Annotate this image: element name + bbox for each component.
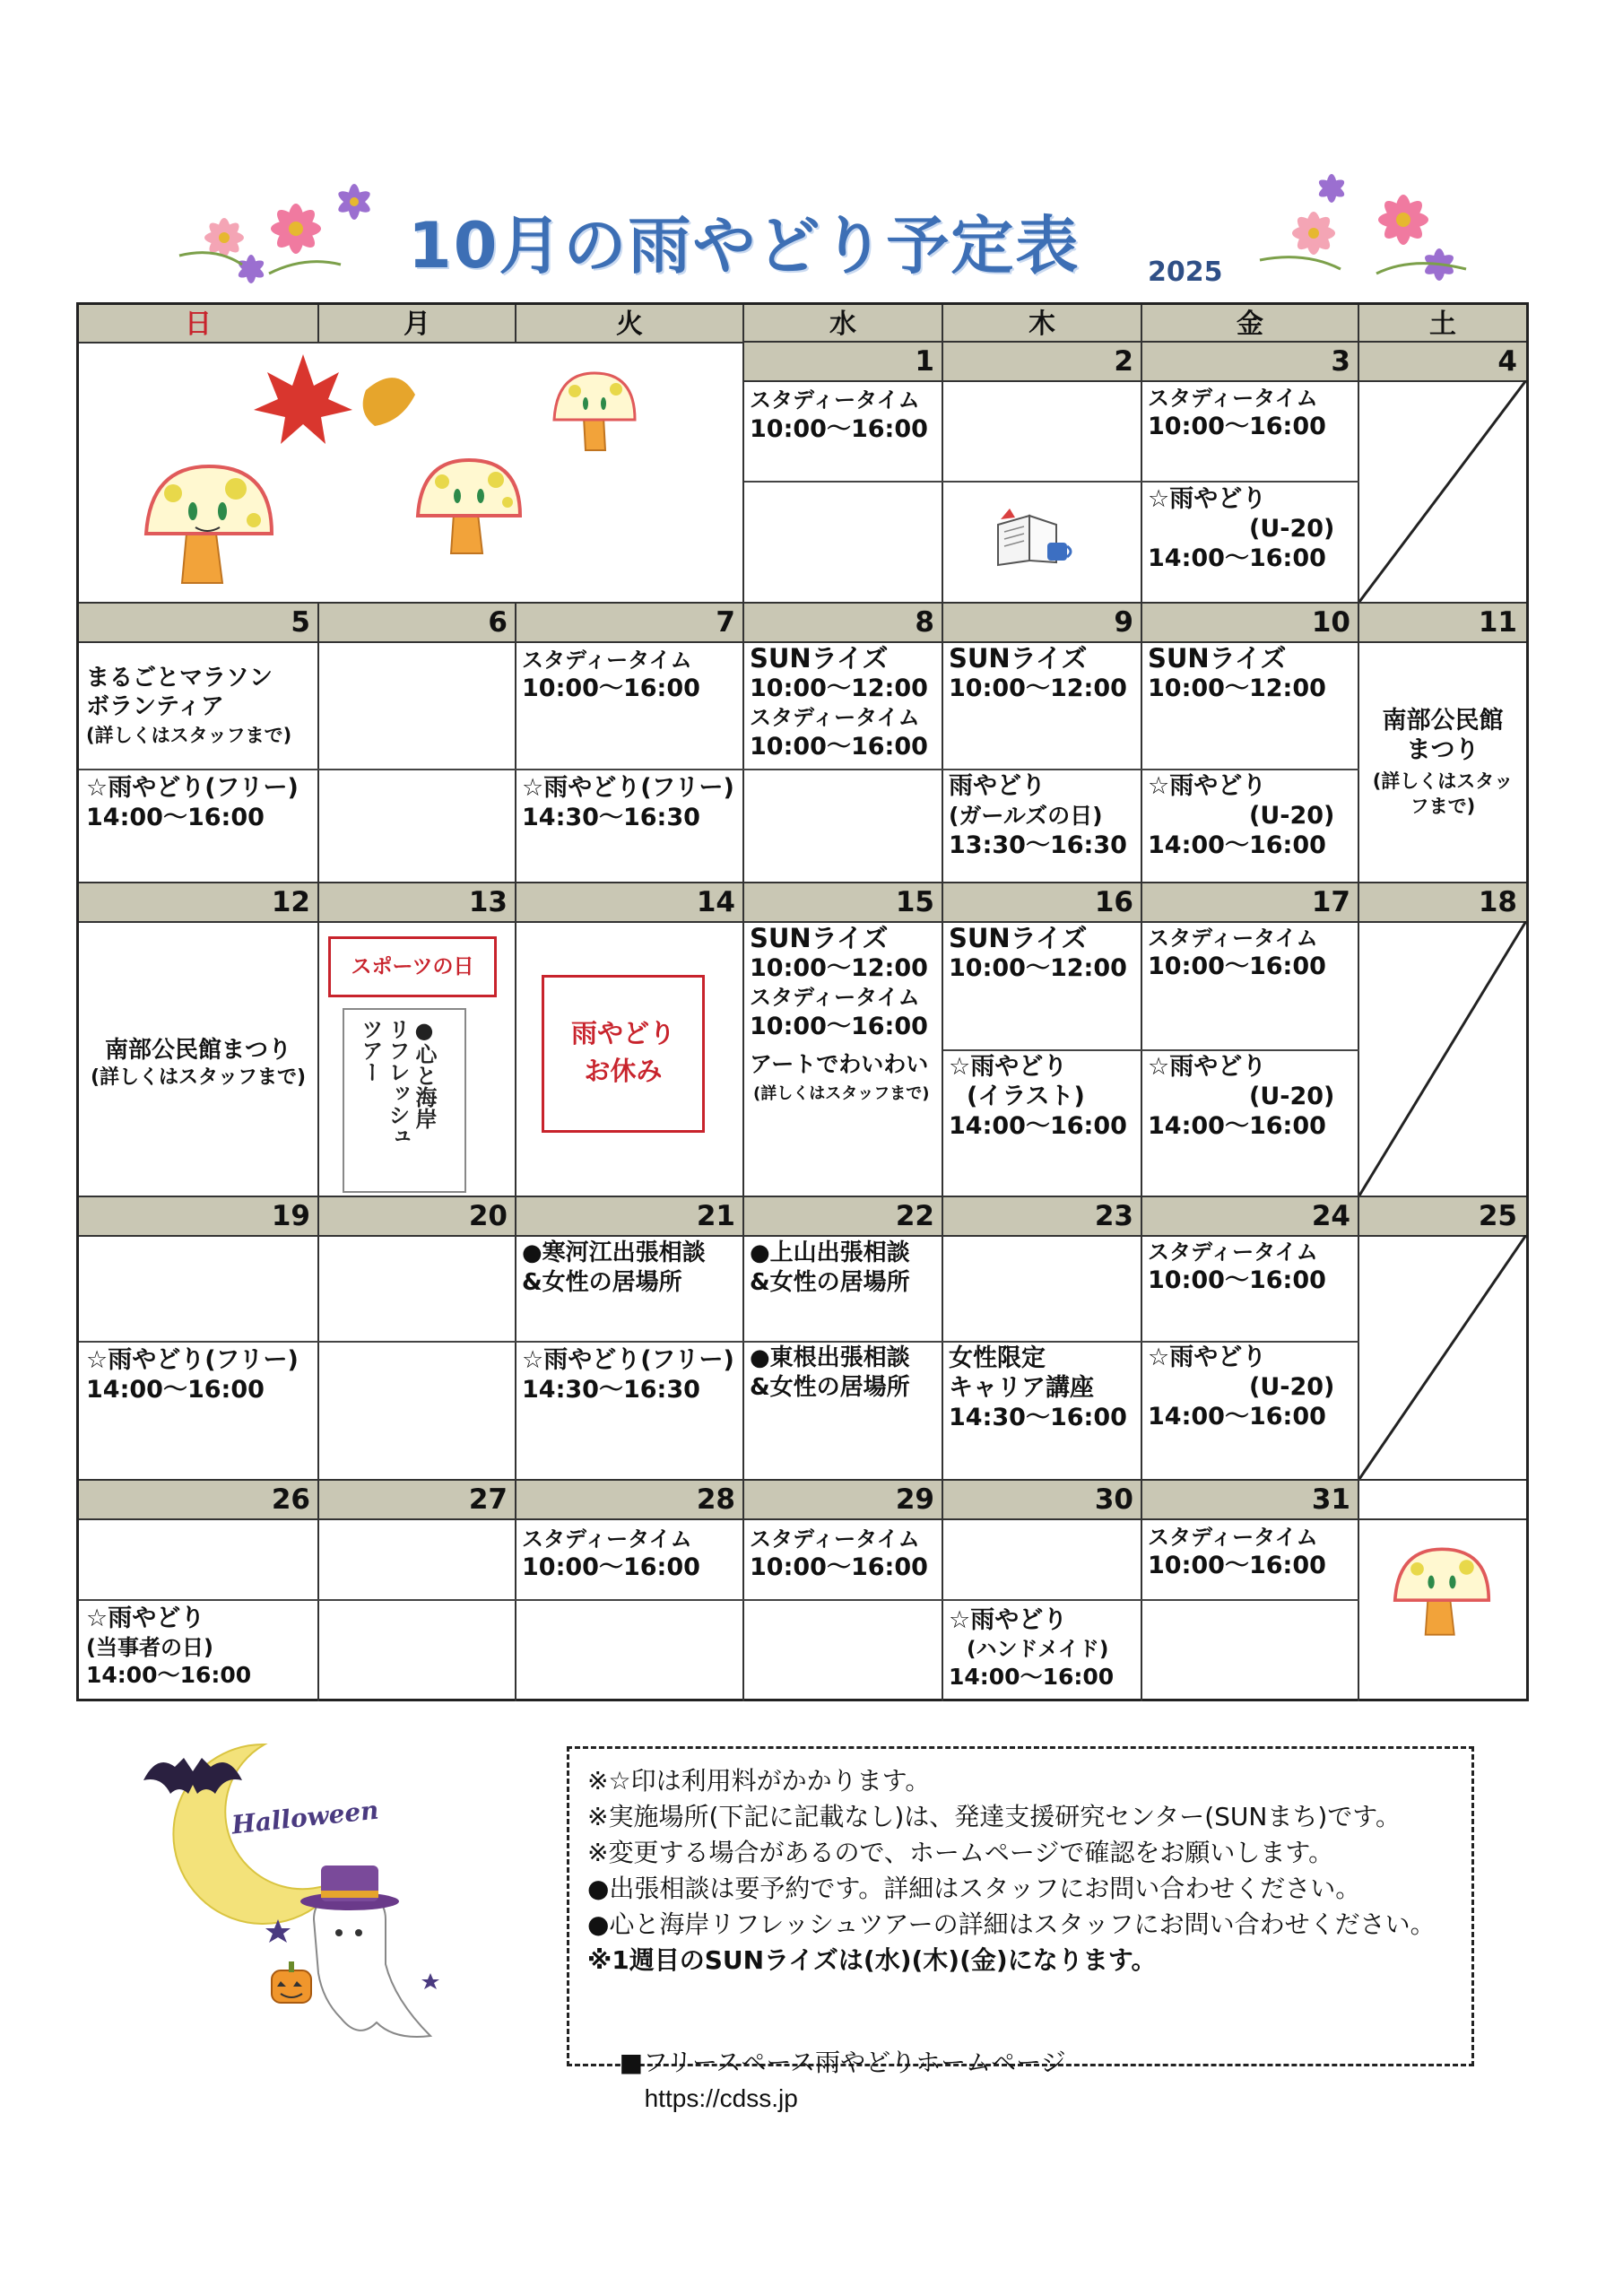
event-time: 10:00〜16:00 [750,415,928,443]
event-time: 14:00〜16:00 [1148,544,1326,572]
event-study-label: スタディータイム [522,648,692,673]
event-study-label: スタディータイム [1148,1239,1318,1265]
page-title: 10月の雨やどり予定表 [408,209,1081,283]
event-study-label: スタディータイム [750,705,920,730]
event-marathon: まるごとマラソン [86,665,273,691]
event-amayadori-free: ☆雨やどり(フリー) [86,1346,299,1374]
event-time: 10:00〜16:00 [1148,413,1326,440]
event-art: アートでわいわい [750,1051,929,1077]
mushroom-icon [1388,1543,1496,1641]
event-sunrise: SUNライズ [750,923,889,953]
event-time: 14:30〜16:30 [522,1376,700,1404]
event-sunrise: SUNライズ [949,923,1088,953]
day-number: 2 [1114,345,1133,378]
event-u20: (U-20) [1249,1373,1335,1401]
day-number: 1 [915,345,934,378]
day-number: 30 [1094,1483,1133,1516]
mushroom-icon [411,453,527,561]
event-kokoro-tour: ●心と海岸 リフレッシュ ツアー [358,1018,437,1147]
slot-divider [79,769,1359,770]
ginkgo-leaf-icon [363,378,415,426]
event-time: 10:00〜16:00 [522,674,700,702]
event-time: 14:30〜16:30 [522,804,700,831]
event-time: 10:00〜12:00 [750,954,928,982]
day-number: 15 [895,886,934,918]
day-number: 11 [1478,606,1517,639]
event-time: 10:00〜16:00 [750,733,928,761]
event-study-label: スタディータイム [1148,1525,1318,1550]
book-icon [994,507,1074,570]
homepage-line [587,2009,1454,2152]
day-number: 27 [468,1483,508,1516]
day-number: 12 [271,886,310,918]
event-time: 14:00〜16:00 [1148,831,1326,859]
event-time: 14:00〜16:00 [1148,1403,1326,1431]
slot-divider [744,481,1359,483]
event-time: 10:00〜16:00 [750,1013,928,1040]
event-time: 14:00〜16:00 [86,1662,252,1688]
weekday-sun: 日 [79,305,319,344]
day-number: 8 [915,606,934,639]
note-item: ※1週目のSUNライズは(水)(木)(金)になります。 [587,1945,1157,1975]
slot-divider [79,1599,1359,1601]
day-number: 4 [1497,345,1517,378]
event-girls-day: (ガールズの日) [949,803,1103,829]
day-number: 18 [1478,886,1517,918]
event-time: 14:00〜16:00 [949,1112,1127,1140]
event-sunrise: SUNライズ [750,643,889,674]
day-number: 7 [716,606,735,639]
weekday-mon: 月 [319,305,516,344]
calendar [76,302,1529,1701]
event-time: 10:00〜16:00 [522,1553,700,1581]
event-study-label: スタディータイム [750,985,920,1010]
event-amayadori-free: ☆雨やどり(フリー) [86,774,299,802]
slot-divider [943,1049,1359,1051]
event-amayadori-star: ☆雨やどり [949,1053,1068,1081]
day-number: 26 [271,1483,310,1516]
event-higashine: ●東根出張相談 [750,1344,910,1371]
mushroom-icon [550,368,639,457]
event-time: 10:00〜16:00 [1148,1552,1326,1579]
event-time: 10:00〜12:00 [1148,674,1326,702]
event-u20: (U-20) [1249,1083,1335,1110]
event-note: (詳しくはスタッフまで) [753,1084,930,1103]
day-number: 25 [1478,1200,1517,1232]
event-u20: (U-20) [1249,802,1335,830]
closed-slash-icon [1359,1235,1526,1479]
event-note: (詳しくはスタッフまで) [90,1066,307,1089]
day-number: 13 [468,886,508,918]
homepage-link[interactable]: https://cdss.jp [644,2084,798,2112]
col-line [515,602,516,1701]
weekday-fri: 金 [1142,305,1359,344]
col-line [515,305,516,341]
weekday-sat: 土 [1359,305,1526,344]
holiday-label: スポーツの日 [351,955,474,978]
event-note: (詳しくはスタッ [1372,770,1514,792]
col-line [317,602,319,1701]
day-number: 20 [468,1200,508,1232]
flower-icon [1242,170,1484,287]
event-women-place: &女性の居場所 [522,1269,682,1296]
event-time: 14:00〜16:00 [1148,1112,1326,1140]
closed-label: 雨やどり [570,1018,675,1048]
event-note: フまで) [1410,796,1476,817]
empty-sat-cell [1359,1481,1526,1518]
day-number: 19 [271,1200,310,1232]
note-item: ●出張相談は要予約です。詳細はスタッフにお問い合わせください。 [587,1874,1361,1903]
event-study-label: スタディータイム [750,1526,920,1552]
weekday-wed: 水 [744,305,943,344]
event-amayadori-star: ☆雨やどり [1148,485,1267,513]
event-time: 10:00〜12:00 [949,674,1127,702]
day-number: 5 [291,606,310,639]
event-sagae: ●寒河江出張相談 [522,1239,706,1266]
day-number: 6 [488,606,508,639]
day-number: 10 [1311,606,1350,639]
closed-slash-icon [1359,921,1526,1196]
day-number: 21 [696,1200,735,1232]
event-nanbu: まつり [1406,736,1480,764]
day-number: 16 [1094,886,1133,918]
note-item: ※☆印は利用料がかかります。 [587,1766,931,1796]
weekday-tue: 火 [516,305,744,344]
event-marathon: ボランティア [86,693,224,720]
note-item: ※実施場所(下記に記載なし)は、発達支援研究センター(SUNまち)です。 [587,1802,1402,1831]
year-label: 2025 [1148,257,1223,288]
event-tojisha: (当事者の日) [86,1635,213,1660]
event-handmade: (ハンドメイド) [967,1638,1109,1661]
event-study-label: スタディータイム [522,1526,692,1552]
event-nanbu: 南部公民館 [1382,707,1504,735]
event-amayadori-star: ☆雨やどり [1148,1344,1267,1371]
notes-box [567,1746,1474,2112]
day-number: 31 [1311,1483,1350,1516]
day-number: 24 [1311,1200,1350,1232]
event-time: 13:30〜16:30 [949,831,1127,859]
closed-label: お休み [584,1056,663,1086]
event-amayadori-star: ☆雨やどり [1148,772,1267,800]
event-time: 14:30〜16:00 [949,1404,1127,1431]
closed-slash-icon [1359,380,1526,602]
event-time: 14:00〜16:00 [949,1664,1115,1690]
note-item: ●心と海岸リフレッシュツアーの詳細はスタッフにお問い合わせください。 [587,1909,1436,1939]
day-number: 22 [895,1200,934,1232]
event-amayadori-star: ☆雨やどり [1148,1053,1267,1081]
event-women-only: 女性限定 [949,1344,1046,1372]
event-time: 10:00〜12:00 [949,954,1127,982]
day-number: 23 [1094,1200,1133,1232]
mushroom-icon [137,457,281,592]
event-u20: (U-20) [1249,515,1335,543]
event-kamiyama: ●上山出張相談 [750,1239,910,1266]
event-amayadori-free: ☆雨やどり(フリー) [522,774,734,802]
event-study-label: スタディータイム [750,387,920,413]
event-amayadori-star: ☆雨やどり [86,1605,205,1632]
event-sunrise: SUNライズ [949,643,1088,674]
bat-icon [139,1744,247,1816]
day-number: 29 [895,1483,934,1516]
event-time: 10:00〜16:00 [750,1553,928,1581]
weekday-thu: 木 [943,305,1142,344]
halloween-label: Halloween [230,1795,380,1840]
event-time: 10:00〜16:00 [1148,1266,1326,1294]
day-number: 14 [696,886,735,918]
event-study-label: スタディータイム [1148,386,1318,411]
col-line [317,305,319,341]
day-number: 28 [696,1483,735,1516]
note-item: ※変更する場合があるので、ホームページで確認をお願いします。 [587,1838,1334,1867]
day-number: 17 [1311,886,1350,918]
event-time: 10:00〜12:00 [750,674,928,702]
maple-leaf-icon [249,345,429,462]
homepage-label: ■フリースペース雨やどりホームページ [619,2048,1066,2077]
event-amayadori: 雨やどり [949,772,1046,800]
event-women-place: &女性の居場所 [750,1269,910,1296]
event-women-place: &女性の居場所 [750,1374,910,1401]
pumpkin-icon [265,1960,318,2009]
event-time: 14:00〜16:00 [86,1376,265,1404]
day-number: 3 [1331,345,1350,378]
event-time: 10:00〜16:00 [1148,952,1326,980]
event-illust: (イラスト) [967,1083,1085,1110]
event-time: 14:00〜16:00 [86,804,265,831]
event-amayadori-free: ☆雨やどり(フリー) [522,1346,734,1374]
event-sunrise: SUNライズ [1148,643,1287,674]
event-amayadori-star: ☆雨やどり [949,1606,1068,1634]
event-career: キャリア講座 [949,1374,1094,1402]
event-note: (詳しくはスタッフまで) [86,725,292,746]
flower-icon [161,175,404,291]
event-study-label: スタディータイム [1148,926,1318,951]
event-nanbu: 南部公民館まつり [104,1037,291,1064]
day-number: 9 [1114,606,1133,639]
